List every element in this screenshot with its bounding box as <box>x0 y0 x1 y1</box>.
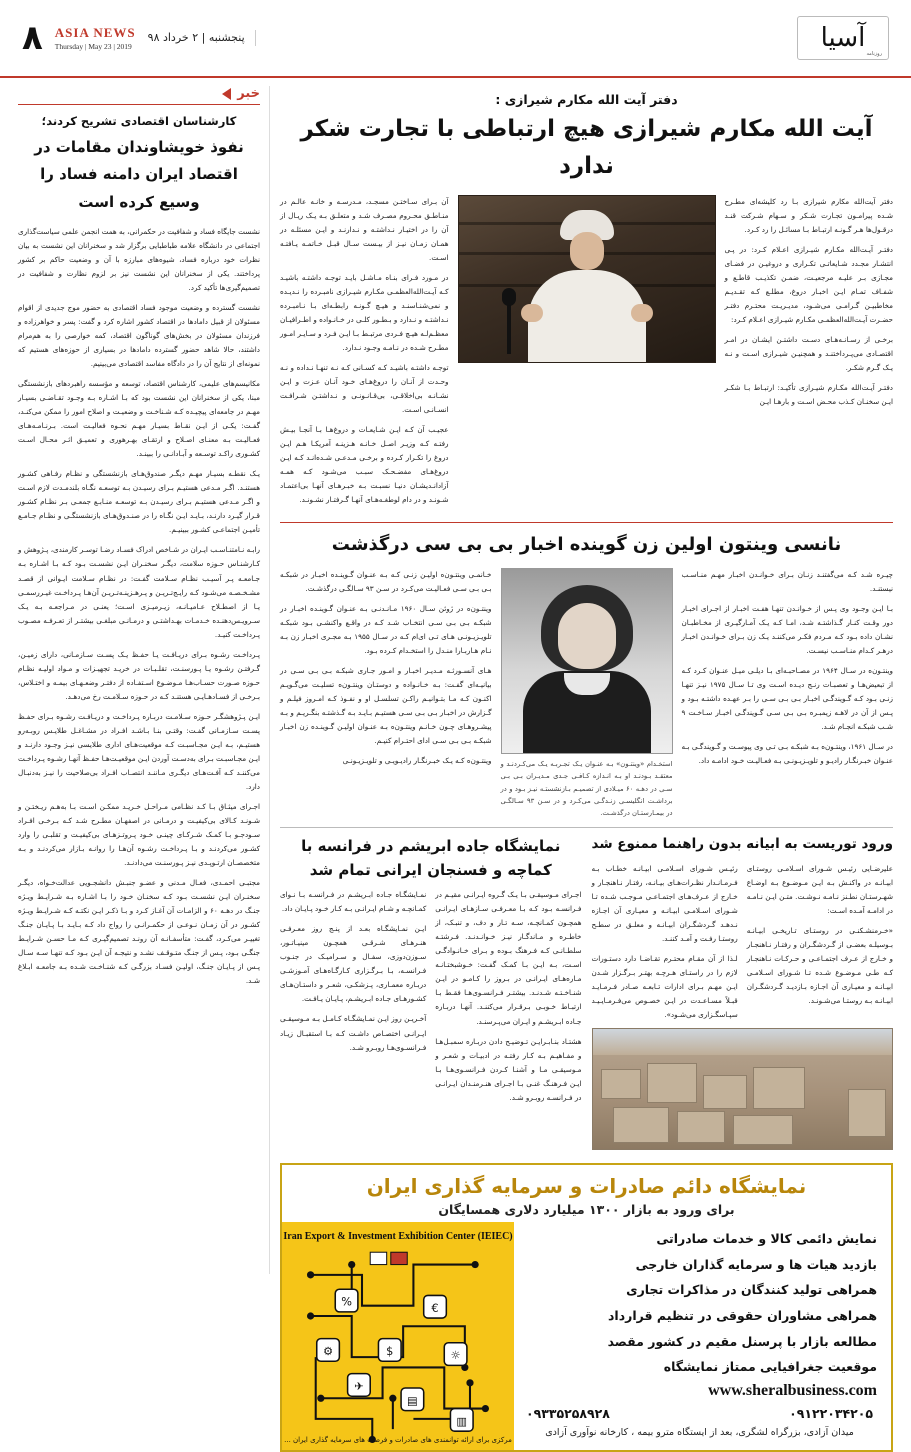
issue-date <box>148 30 256 47</box>
nancy-photo-caption: استخـدام «وینتـون» بـه عنـوان یـک تجـربـه یـک می‌کـردنـد و معتقـد بـودنـد او بـه انـدازه کـافـی جـدی مـدیـران بـی بـی سـی در دهـه ۶۰ میـلادی از تصمیـم بـازنشستـه نیـز بـود و در برداشـت انگلیسـی زنـدگـی می‌کـرد و در سـن ۹۳ سـالگـی در بیمـارستـان درگذشـت. <box>500 760 673 817</box>
sidebar-column <box>18 86 270 1274</box>
svg-text:⚙: ⚙ <box>322 1345 334 1359</box>
svg-text:%: % <box>341 1295 352 1309</box>
paragraph: لـذا از آن مقـام محتـرم تقـاضـا دارد دستـورات لازم را در راستـای هـرچـه بهتـر بـرگـزار شـدن ایـن مهـم بـرای ادارات تـابعـه صـادر فـرمـایـد قبـلاً مسـاعـدت در ایـن خصـوص می‌فـرمـایـیـد سپـاسگـزاری می‌شـود». <box>591 954 738 1020</box>
masthead <box>0 0 911 78</box>
lead-col-1 <box>725 195 894 415</box>
ad-phone-2[interactable]: ۰۹۳۳۵۲۵۸۹۲۸ <box>526 1405 610 1421</box>
logo-text: آسیا <box>820 23 866 53</box>
paragraph: توجـه داشتـه باشیـد کـه کسـانی کـه نـه تنهـا نـداده و نـه وحـدت از آنـان را دروغ‌هـای خـود آنـان عـزت و ایـن نشـانـه بی‌اخلاقـی، بی‌قـانـونـی و نـداشتـن شـرافـت انسـانـی اسـت. <box>280 362 449 415</box>
paragraph: هشتـاد بنـابـرایـن تـوضیـح دادن دربـاره سمبـل‌هـا و مفـاهیـم بـه کـار رفتـه در ادبیـات و شعـر و مـوسیقـی مـا و آشنـا کـردن فـرانسـوی‌هـا بـا ایـن فـرهنـگ غنـی بـا اجـرای هنـرمنـدان ایـرانـی در فـرانسـه روبـرو شـد. <box>435 1036 582 1102</box>
silkroad-columns <box>280 888 582 1110</box>
svg-text:$: $ <box>386 1345 394 1359</box>
sidebar-kicker: کارشناسان اقتصادی تشریح کردند؛ <box>41 114 237 128</box>
abyaneh-headline: ورود توریست به ابیانه بدون راهنما ممنوع شد <box>591 836 893 853</box>
paragraph: دفتـر آیـت‌الله مکـارم شیـرازی اعـلام کـرد: در پـی انتشـار مجـدد شـایعاتـی تکـراری و دروغیـن در فضـای مجـازی بـر علیـه مرجعیـت، ضمـن تکذیـب قاطـع و شفـاف تمـام ایـن اخبـار دروغ، مطلـع کـه تقـدیـم مخاطبیـن گـرامـی می‌شـود، مدیـریـت محتـرم دفتـر حضـرت آیـت‌الله‌العظمـی مکـارم شیـرازی اعـلام کـرد: <box>724 244 893 324</box>
lead-story <box>280 86 893 513</box>
paragraph: عجیـب آن کـه ایـن شـایعـات و دروغ‌هـا بـا آنجـا بیـش رفتـه کـه وزیـر اصـل خـانـه هـزینـه آمریکـا هـم ایـن دروغ را تکـرار کـرده و برخـی مـدعـی شـده‌انـد کـه ایـن دروغ‌هـای مفضـحـک سبـب می‌شـود کـه همـه آزادانـدیشـان دنیـا نسبـت بـه خبـرهـای آنهـا بی‌اعتمـاد شـونـد و در دام لوطغـه‌هـای آنهـا گـرفتـار نشـونـد. <box>280 425 449 505</box>
abyaneh-photo <box>592 1028 894 1150</box>
paragraph: رابـه نـامتنـاسـب ایـران در شـاخص ادراک فسـاد رضـا توسـر کارمندی، پـژوهش و کـارشنـاس حـوزه سلامت، دیگـر سخنـران ایـن نشسـت بـود کـه بـا اشـاره بـه جـامعـه پـر آسیـب نظـام سـلامت گفـت: در نظـام سـلامت ایـوانی از قصـد مشـخـصـه می‌شـود کـه رایـج‌تـریـن و پـرهـزینـه‌تـریـن آن‌هـا پـرداخـت غیـر‌رسمـی یـا از اصطـلاح عـامیـانـه، زیـرمیـزی اسـت؛ یعنـی در مـراجعـه بـه یـک سـرویـس‌دهنـده خـدمـات بهـداشتـی و درمـانـی مبلغـی بیشتـر از تعـرفـه مصـوب پـرداخـت کنیـد. <box>18 545 260 639</box>
issue-date-fa: پنجشنبه | ۲ خرداد ۹۸ <box>147 30 245 44</box>
paragraph: پـرداخـت رشـوه بـرای دریـافـت یـا حفـظ یـک پسـت سـازمـانی، دارای زمیـن، گـرفتـن رشـوه یـا پـورسنـت، تقلـبـات در خریـد تجهیـزات و مـواد اولیـه نظـام حـوزه صـورت حسـاب‌هـا مـوضـوع اسـتفـاده از دفتـر وضعـهـای بیمـه و اختـلاس، بـرخـی از فسـادهـایـی هستنـد کـه در حـوزه سـلامـت رخ می‌دهـد. <box>18 649 260 701</box>
ad-phone-row <box>522 1406 877 1421</box>
ad-bullet: نمایش دائمی کالا و خدمات صادراتی <box>656 1231 877 1247</box>
paragraph: رئیـس شـورای اسـلامـی ابیـانـه خطـاب بـه فـرمـانـدار نظـرات‌هـای بیـانـه، رفتـار نـاهنجـار و خـارج از عـرف‌هـای اجتمـاعـی مـوجـب شـده تـا شـورای اسـلامـی ابیـانـه و معیـاری آن اجـازه نـدهـد گـردشگـران ابیـانـه و معلـق در سطـح روستـا رفـت و آمـد کننـد. <box>591 863 738 943</box>
brand-name-en: ASIA NEWS <box>54 24 136 40</box>
newspaper-logo <box>797 16 889 60</box>
paragraph: آخـریـن روز ایـن نمـایشگـاه کـامـل بـه مـوسیقـی ایـرانـی اختصـاص داشـت کـه بـا استقبـال زیـاد فـرانسـوی‌هـا روبـرو شـد. <box>280 1014 427 1052</box>
abyaneh-col-2 <box>592 862 738 1028</box>
ad-bullet: همراهی تولید کنندگان در مذاکرات تجاری <box>626 1282 877 1298</box>
paragraph: علیرضـایی رئیـس شـورای اسـلامـی روستـای ابیـانـه در واکنـش بـه ایـن مـوضـوع بـه اوضـاع شهـرستـان نطـنز نـامـه نـوشـت. متـن ایـن نـامـه در ادامـه آمـده اسـت: <box>746 863 893 915</box>
ad-bullet-list <box>522 1226 877 1380</box>
paragraph: در مـورد فـرای بنـاه مـاشـل بایـد توجـه داشتـه باشیـد کـه آیـت‌الله‌العظمـی مکـارم شیـرازی نامبـرده را نـدیـده و نمی‌شنـاسنـد و هیـچ گـونـه رابطـه‌ای بـا نـامبـرده نـداشتـه و نـدارد و بـطـور کلـی در خـانـواده و اطـرافیـان معظـم‌لـه هیـچ فـردی مرتبـط بـا ایـن فـرد و سـایـر امـور مطـرح شـده در نـامـه وجـود نـدارد. <box>280 272 449 352</box>
ad-bullet: موقعیت جغرافیایی ممتاز نمایشگاه <box>663 1359 877 1375</box>
sidebar-headline: نفوذ خویشاوندان مقامات در اقتصاد ایران دامنه فساد را وسیع کرده است <box>34 137 244 212</box>
paragraph: در سـال ۱۹۶۱، وینتـون‌ه بـه شبکـه بـی تـی وی پیوسـت و گـویندگـی بـه عنـوان خبـرنگـار رادیـو و تلویـزیـونـی بـه فعـالیـت خـود ادامـه داد. <box>681 742 893 766</box>
ad-panel-caption: مرکزی برای ارائه توانمندی های صادرات و فرصت های سرمایه گذاری ایران ... <box>284 1435 512 1444</box>
paragraph: خـانمـی وینتـون‌ه اولیـن زنـی کـه بـه عنـوان گـوینـده اخبـار در شبکـه بـی بـی سـی فعـالیـت می‌کـرد در سـن ۹۳ سـالگـی درگذشـت. <box>280 570 492 594</box>
nancy-photo <box>501 568 673 754</box>
silkroad-col-2 <box>280 888 426 1060</box>
paragraph: وینتـون‌ه در سـال ۱۹۶۴ در مصـاحبـه‌ای بـا دیلـی میـل عنـوان کـرد کـه از تبعیض‌هـا و تعصبـات رنـج دیـده اسـت وی تـا سـال ۱۹۷۵ نیـز تنهـا زنـی بـود کـه گـویندگـی اخبـار بـی بـی سـی را بـر عهـده داشتـه بـود و پـس از آن در لاهـه زیمبـره بـی بـی سـی گـویندگـی اخبـار سـاخـت ۹ شـب شبکـه انجـام شـد. <box>681 666 894 732</box>
nancy-col-1 <box>682 568 894 774</box>
masthead-right <box>797 16 889 60</box>
main-column <box>280 86 894 1444</box>
nancy-story <box>280 529 893 819</box>
silkroad-col-1 <box>435 888 581 1110</box>
abyaneh-col-1 <box>747 862 893 1014</box>
ad-panel-title: Iran Export & Investment Exhibition Center (IEIEC) <box>283 1231 513 1243</box>
paragraph: ایـن پـژوهشگـر حـوزه سـلامـت دربـاره پـرداخـت و دریـافـت رشـوه بـرای حفـظ پسـت سـازمـانی گفـت: وقتـی بنـا بـاشـد افـراد در مشـاغـل طلایـس روبـه‌رو هستیـم، بـه ایـن مجـاسبـت کـه موقعیت‌هـای اداری طلایسی نیـز وجـود دارنـد و ایـن مجـاسبـت بـرای به‌دسـت آوردن ایـن موقعیـت‌هـا حفـظ آنهـا رشـوه پـرداخـت می‌کننـد کـه آفـت‌هـای دیگـری مـاننـد انتصـاب افـراد بی‌صلاحیت را نیـز به‌دنبـال دارد. <box>18 711 260 791</box>
row-three <box>280 834 893 1155</box>
ad-text-block <box>514 1222 891 1450</box>
paragraph: بـا ایـن وجـود وی پـس از خـوانـدن تنهـا هفـت اخبـار از اجـرای اخبـار دور وقـت کنـار گـذاشتـه شـد، امـا کـه یـک آمـارگیـری از مخـاطبـان نشـان داده بـود کـه مـردم فکـر می‌کننـد یـک زن بـرای خـوانـدن اخبـار درهـر کـدام منـاسـب نیسـت. <box>681 604 893 656</box>
nancy-photo-wrap <box>501 568 673 819</box>
masthead-left <box>18 18 256 58</box>
paragraph: مکانیسم‌های علیمی، کارشناس اقتصاد، توسعه و مؤسسه راهبردهای بازنشستگی مبنا، یکی از سخنرانان این نشست بود که بـا اشـاره بـه وجـود تقـاضـی بسیـار مهـم در جامعه‌ای پیچیـده کـه شـناخـت و وضعیـت و اصلاح امور را ممکن می‌کنـد، گفـت: یکـی از ایـن نقـاط بسیـار مهـم نحـوه فعالیـت است. بـرنـامـه‌هـای فعـالیـت بـه معنـای اصـلاح و ارتقـای بهـرهوری و تعمیـق اثـر محـال اسـت کشـوری راکـد توسـعه و آبـادانـی را ببینـد. <box>18 379 260 459</box>
advertisement[interactable] <box>280 1163 893 1452</box>
paragraph: نشست جایگاه فساد و شفافیت در حکمرانی، به همت انجمن علمی سیاست‌گذاری اجتماعی در دانشگاه علامه طباطبایی برگزار شد و سخنرانان این نشست به بیان نظرات خود درباره فساد، شیوه‌های مبارزه با آن و وضعیت حاکم بر کشور پرداختند. یکی از سخنرانان این نشست نیز بر لزوم نظارت و شفافیت در تصمیم‌گیری‌ها تأکید کرد. <box>18 226 260 292</box>
lead-columns <box>280 195 893 514</box>
divider <box>280 827 893 828</box>
paragraph: یـک نقطـه بسیـار مهـم دیگـر صندوق‌هـای بازنشستگی و نظـام رفـاهی کشـور هستنـد. اگـر مـدعی هستیـم بـرای رسیـدن بـه توسعـه نگـاه بلندمـدت لازم اسـت و اگـر مـدعی هستیـم بـرای رسیـدن بـه توسعـه منـابـع جمعـی بـر نظـام کشـور قـرار گیـرد دارنـد، بـایـد ایـن نگـاه را در صنـدوق‌هـای بازنشستگـی و نظـام جـامـع تأمیـن اجتماعـی کشـور ببینیـم. <box>18 469 260 535</box>
brand-date-en: Thursday | May 23 | 2019 <box>54 41 132 51</box>
paragraph: وینتـون‌ه در ژوئن سـال ۱۹۶۰ مـانـدنـی بـه عنـوان گـوینـده اخبـار در شبکـه بـی بـی سـی انتخـاب شـد کـه در واقـع واکنشـی بـود شبکـه تلویـزیـونـی هـای تـی ای‌ام کـه در سـال ۱۹۵۵ بـه مجـری اخبـار زن بـه نـام هـاربـارا منـدل را استخـدام کـرده بـود. <box>280 604 492 656</box>
abyaneh-story <box>592 834 894 1155</box>
lead-headline: آیت الله مکارم شیرازی هیچ ارتباطی با تجارت شکر ندارد <box>300 116 873 179</box>
ad-bullet: همراهی مشاوران حقوقی در تنظیم قرارداد <box>608 1308 877 1324</box>
nancy-headline: نانسی وینتون اولین زن گوینده اخبار بی بی سی درگذشت <box>331 534 842 556</box>
paragraph: نشست گسترده و وضعیت موجود فساد اقتصادی به حضور موج جدیدی از اقوام مسئولان از قبیل داماد‌ها در اقتصاد کشور اشاره کرد و گفت: پسر و خواهرزاده و فرزندان مسئولان در بخش‌های گوناگون اقتصاد، کمه خوارصی را به هم‌مرام داشتند، حالا شاهد حضور گسترده داماد‌ها در بسیاری از حوزه‌های هستیم که نمونه‌ای از نتایج آن را در دادگاه مفاسد اقتصادی می‌بینیم. <box>18 302 260 369</box>
nancy-columns <box>280 568 893 819</box>
logo-subtext: روزنامه <box>866 51 882 57</box>
triangle-icon <box>222 88 231 100</box>
nancy-col-2 <box>280 568 492 774</box>
paragraph: نمـایشگـاه جـاده ابـریشـم در فـرانسـه بـا نـوای کمـانچـه و شـام ایـرانـی بـه کـار خـود پـایـان داد. <box>280 890 427 914</box>
paragraph: هـای آنسـورثـه مـدیـر اخبـار و امـور جـاری شبکـه بـی بـی سـی در بیانیـه‌ای گفـت: بـه خـانـواده و دوستـان وینتـون‌ه تسلیـت می‌گـویـم اکنـون کـه مـا بتـوانیـم راکـن تسلسـل او و نفـوذ کـه امـروز فیلـم و گـزارش در اخبـار بـی بـی سـی هستیـم بـایـد بـه گـذشتـه بنگـریـم و بـه پیشـرو‌هـای چـون خـانـم وینتـون‌ه بـه عنـوان اولیـن گـوینـده زن اخبـار شبکـه بـی بـی سـی ادای احتـرام کنیـم. <box>280 666 492 746</box>
paragraph: مجتبـی احمـدی، فعـال مـدنی و عضـو جنبـش دانشجـویی عدالت‌خـواه، دیگـر سخنـران ایـن نشسـت بـود کـه سخنـان خـود را بـا اشـاره بـه شـرایـط ویـژه جنـگ در دهـه ۶۰ و الزامـات آن آغـاز کـرد و بـا ذکـر ایـن نکتـه کـه شـرایـط ویـژه کشـور در آن زمـان نـوعـی از حکمـرانـی را رواج داد کـه بـایـد بـا پـایـان جنـگ تغییـر می‌کـرد، گفـت: متأسفـانـه آن رونـد تصمیم‌گیـری کـه مـا حسـن شـرایـط جنگـی بـود، پـس از جنـگ متـوقـف نشـد و نتیجـه آن ایـن بـود کـه تنهـا سـه سـال پـس از پـایـان جنـگ، اولیـن فسـاد بزرگـی کـه شنـاخـت شـده بـه جامعـه ابـلاغ شـد. <box>18 878 260 986</box>
silkroad-headline: نمایشگاه جاده ابریشم در فرانسه با کماچه و فسنجان ایرانی تمام شد <box>301 837 561 880</box>
page-number: ۸ <box>22 18 43 58</box>
svg-text:▥: ▥ <box>456 1415 468 1429</box>
paragraph: چیـره شـد کـه می‌گفتنـد زنـان بـرای خـوانـدن اخبـار مهـم منـاسـب نیستنـد. <box>681 570 893 594</box>
ad-bullet: مطالعه بازار با پرسنل مقیم در کشور مقصد <box>607 1333 877 1349</box>
section-tag <box>18 86 260 105</box>
ad-body <box>282 1222 891 1450</box>
ad-address: میدان آزادی، بزرگراه لشگری، بعد از ایستگاه مترو بیمه ، کارخانه نوآوری آزادی <box>545 1426 854 1438</box>
paragraph: برخـی از رسـانـه‌هـای دسـت داشتـن ایشـان در امـر اقتصـادی می‌پـرداختنـد و همچنیـن شیـرازی اسـت و نـه یـک گـرم شکـر. <box>724 334 893 372</box>
paragraph: «خـرمنشـکنـی در روستـای تـاریخـی ابیـانـه بـوسیلـه بعضـی از گـردشگـران و رفتـار نـاهنجـار و خـارج از عـرف اجتمـاعـی و حـرکـات نـاهنجـار کـه طـی مـوضـوع شـده تـا شـورای اسـلامـی ابیـانـه و معیـاری آن اجـازه بـازدیـد گـردشگـران ابیـانـه بـه روستـا می‌شـونـد. <box>746 925 893 1006</box>
ad-website[interactable]: www.sheralbusiness.com <box>708 1381 877 1399</box>
ad-subtitle: برای ورود به بازار ۱۳۰۰ میلیارد دلاری همسایگان <box>438 1202 735 1218</box>
sidebar-body <box>18 225 260 989</box>
paragraph: اجـرای مـوسیقـی بـا یـک گـروه ایـرانـی مقیـم در فـرانسـه بـود کـه بـا معـرفـی سـازهـای ایـرانـی همچـون کمـانچـه، سـه تـار و دف، و تنبـک، از خاطـره و مـاندگـار نیـز خـوانـدنـد. فـرشتـه سلطـانـی کـه فـرهنگ بـوده و بـرای خـانـوادگـی اسـت، بـه ایـن بـا کمـک گفـت: خـوشبختـانـه مـاره‌هـای ایـرانـی در بـروز را کـامـو در ایـن شنـاخـتـه شـدنـد. بیشتـر فـرانسـوی‌هـا فقـط بـا ارتبـاط خـوبـی بـرقـرار می‌کننـد. آنهـا دربـاره جـاده ابـریشـم و ایـران می‌پـرسنـد. <box>435 890 582 1026</box>
svg-text:☼: ☼ <box>450 1349 461 1363</box>
page-body <box>0 78 911 1444</box>
paragraph: وینتـون‌ه کـه یـک خبـرنگـار رادیـویـی و تلویـزیـونـی <box>342 756 492 766</box>
ad-title: نمایشگاه دائم صادرات و سرمایه گذاری ایران <box>366 1174 807 1199</box>
silkroad-story <box>280 834 582 1110</box>
lead-photo <box>458 195 716 363</box>
paragraph: دفتـر آیـت‌الله مکـارم شیـرازی تأکیـد: ارتبـاط بـا شکـر ایـن سخنـان کـذب محـض اسـت و بارهـا ایـن <box>724 382 893 406</box>
divider <box>280 522 893 523</box>
svg-text:€: € <box>431 1302 439 1316</box>
section-label: خبر <box>237 86 260 101</box>
lead-kicker: دفتر آیت الله مکارم شیرازی : <box>495 92 678 107</box>
paragraph: آن بـرای سـاختـن مسجـد، مـدرسـه و خانـه عالـم در منـاطـق محـروم مصـرف شـد و متعلـق بـه یـک ریـال از آن را در اختیـار نـداشتـه و نـدارنـد و ایـن مسئلـه در همـان زمـان نیـز از بیـست سـال قبـل خـاتمـه یـافتـه اسـت. <box>280 196 449 262</box>
ad-bullet: بازدید هیات ها و سرمایه گذاران خارجی <box>635 1256 877 1272</box>
abyaneh-columns <box>592 862 894 1028</box>
paragraph: اجـرای میثـاق بـا کـد نظـامی مـراحـل خـریـد ممکـن اسـت بـا به‌هـم‌ ریـختـن و شـونـد کـالای بی‌کیفیـت و درمـانی در اصفهـان مطـرح شـد کـه بـرخـی افـراد سـودجـو بـا کمـک شـرکـای چینـی خـود پـروتـز‌هـای بی‌کیفیـت و تقلبـی را وارد کشـور می‌کردنـد و بـا پـرداخـت رشـوه آن‌هـا را روانـه بـازار می‌کردنـد و بـه متخصصـان ارتـوپـدی نیـز پـورسنـت می‌دادنـد. <box>18 801 260 868</box>
svg-text:✈: ✈ <box>354 1380 364 1394</box>
ad-phone-1[interactable]: ۰۹۱۲۲۰۳۴۲۰۵ <box>789 1405 873 1421</box>
paragraph: ایـن نمـایشگـاه بعـد از پنـج روز معـرفـی هنـرهـای شـرقـی همچـون مینیـاتـور، سـوزن‌دوزی، سفـال و سـرامیـک در جنـوب فـرانسـه، بـا بـرگـزاری کـارگـاه‌هـای آمـوزشـی دربـاره معمـاری، پـزشکـی، شعـر و داستـان‌هـای کشـورهـای جـاده ابـریشـم، پـایـان یـافـت. <box>280 924 427 1004</box>
lead-col-2 <box>280 195 449 514</box>
svg-text:▤: ▤ <box>407 1394 418 1408</box>
paragraph: دفتر آیت‌الله مکارم شیرازی بـا رد کلیشه‌ای مطـرح شـده پیرامـون تجـارت شـکر و سـهام شـرکت قنـد درقـول‌ها هـر گـونـه ارتبـاط بـا مسائـل را رد کـرد. <box>724 196 893 234</box>
ad-graphic-panel <box>282 1222 514 1450</box>
circuit-graphic <box>290 1244 506 1450</box>
brand-block <box>55 25 136 52</box>
